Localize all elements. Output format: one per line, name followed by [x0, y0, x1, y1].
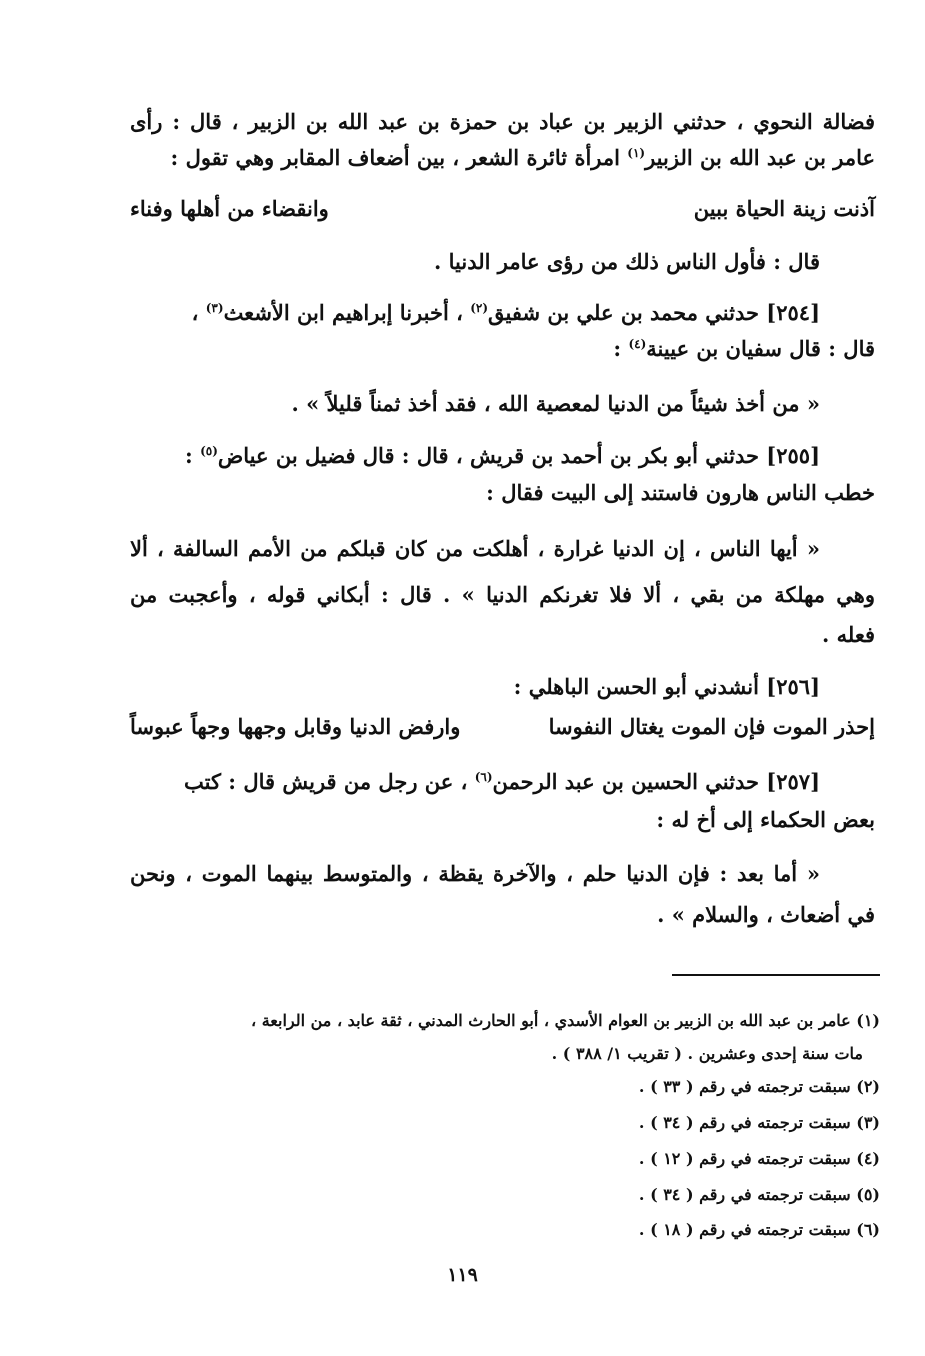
verse-2: [130, 710, 875, 744]
entry-256: [٢٥٦] أنشدني أبو الحسن الباهلي :: [513, 674, 820, 699]
text-segment: عامر بن عبد الله بن الزبير: [645, 145, 875, 170]
verse-2-first-hemistich: إحذر الموت فإن الموت يغتال النفوسا: [548, 714, 875, 739]
text-line-1: فضالة النحوي ، حدثني الزبير بن عباد بن حمزة بن عبد الله بن الزبير ، قال : رأى: [130, 109, 875, 134]
quote-255-line-1: « أيها الناس ، إن الدنيا غرارة ، أهلكت من كان قبلكم من الأمم السالفة ، ألا: [130, 536, 820, 561]
text-segment: :: [184, 443, 201, 468]
entry-254-line-1: [130, 296, 820, 330]
entry-257-line-1: [130, 765, 820, 799]
text-segment: قال : قال سفيان بن عيينة: [646, 336, 875, 361]
entry-254-line-2: [130, 332, 875, 366]
footnote-ref-3[interactable]: (٣): [205, 301, 224, 315]
footnote-ref-5[interactable]: (٥): [200, 444, 218, 458]
text-segment: ، عن رجل من قريش قال : كتب: [184, 769, 475, 794]
verse-2-second-hemistich: وارفض الدنيا وقابل وجهها وجهاً عبوساً: [130, 714, 461, 739]
text-segment: امرأة ثائرة الشعر ، بين أضعاف المقابر وهي تقول :: [170, 145, 628, 170]
quote-257-line-2: في أضعاث ، والسلام » .: [657, 902, 875, 927]
footnote-ref-2[interactable]: (٢): [470, 301, 489, 315]
entry-257-line-2: بعض الحكماء إلى أخ له :: [656, 807, 875, 832]
entry-255-line-2: خطب الناس هارون فاستند إلى البيت فقال :: [486, 480, 875, 505]
footnote-3: (٣) سبقت ترجمته في رقم ( ٣٤ ) .: [638, 1113, 880, 1132]
page-number: ١١٩: [447, 1264, 478, 1286]
text-segment: [٢٥٧] حدثني الحسين بن عبد الرحمن: [492, 769, 820, 794]
footnote-ref-4[interactable]: (٤): [628, 337, 647, 351]
verse-1-second-hemistich: وانقضاء من أهلها وفناء: [130, 196, 329, 221]
text-line-4: قال : فأول الناس ذلك من رؤى عامر الدنيا .: [434, 249, 820, 274]
quote-254: « من أخذ شيئاً من الدنيا لمعصية الله ، فقد أخذ ثمناً قليلاً » .: [291, 391, 820, 416]
text-line-2: [130, 141, 875, 175]
verse-1: [130, 192, 875, 226]
footnote-1-line-1: (١) عامر بن عبد الله بن الزبير بن العوام الأسدي ، أبو الحارث المدني ، ثقة عابد ، من الرابعة ،: [250, 1011, 880, 1030]
footnote-1-line-2: مات سنة إحدى وعشرين . ( تقريب ١/ ٣٨٨ ) .: [551, 1044, 863, 1063]
footnote-ref-6[interactable]: (٦): [474, 770, 493, 784]
text-segment: :: [613, 336, 629, 361]
footnote-separator: [672, 974, 880, 976]
text-segment: ، أخبرنا إبراهيم ابن الأشعث: [223, 300, 471, 325]
footnote-5: (٥) سبقت ترجمته في رقم ( ٣٤ ) .: [638, 1185, 880, 1204]
quote-255-line-2: وهي مهلكة من بقي ، ألا فلا تغرنكم الدنيا » . قال : أبكاني قوله ، وأعجبت من: [130, 582, 875, 607]
text-segment: ،: [191, 300, 206, 325]
verse-1-first-hemistich: آذنت زينة الحياة ببين: [693, 196, 875, 221]
text-segment: [٢٥٥] حدثني أبو بكر بن أحمد بن قريش ، قال : قال فضيل بن عياض: [217, 443, 820, 468]
footnote-2: (٢) سبقت ترجمته في رقم ( ٣٣ ) .: [638, 1077, 880, 1096]
text-segment: [٢٥٤] حدثني محمد بن علي بن شفيق: [488, 300, 820, 325]
footnote-4: (٤) سبقت ترجمته في رقم ( ١٢ ) .: [638, 1149, 880, 1168]
entry-255-line-1: [130, 439, 820, 473]
quote-255-line-3: فعله .: [821, 622, 875, 647]
footnote-6: (٦) سبقت ترجمته في رقم ( ١٨ ) .: [638, 1220, 880, 1239]
quote-257-line-1: « أما بعد : فإن الدنيا حلم ، والآخرة يقظة ، والمتوسط بينهما الموت ، ونحن: [130, 861, 820, 886]
footnote-ref-1[interactable]: (١): [627, 146, 646, 160]
